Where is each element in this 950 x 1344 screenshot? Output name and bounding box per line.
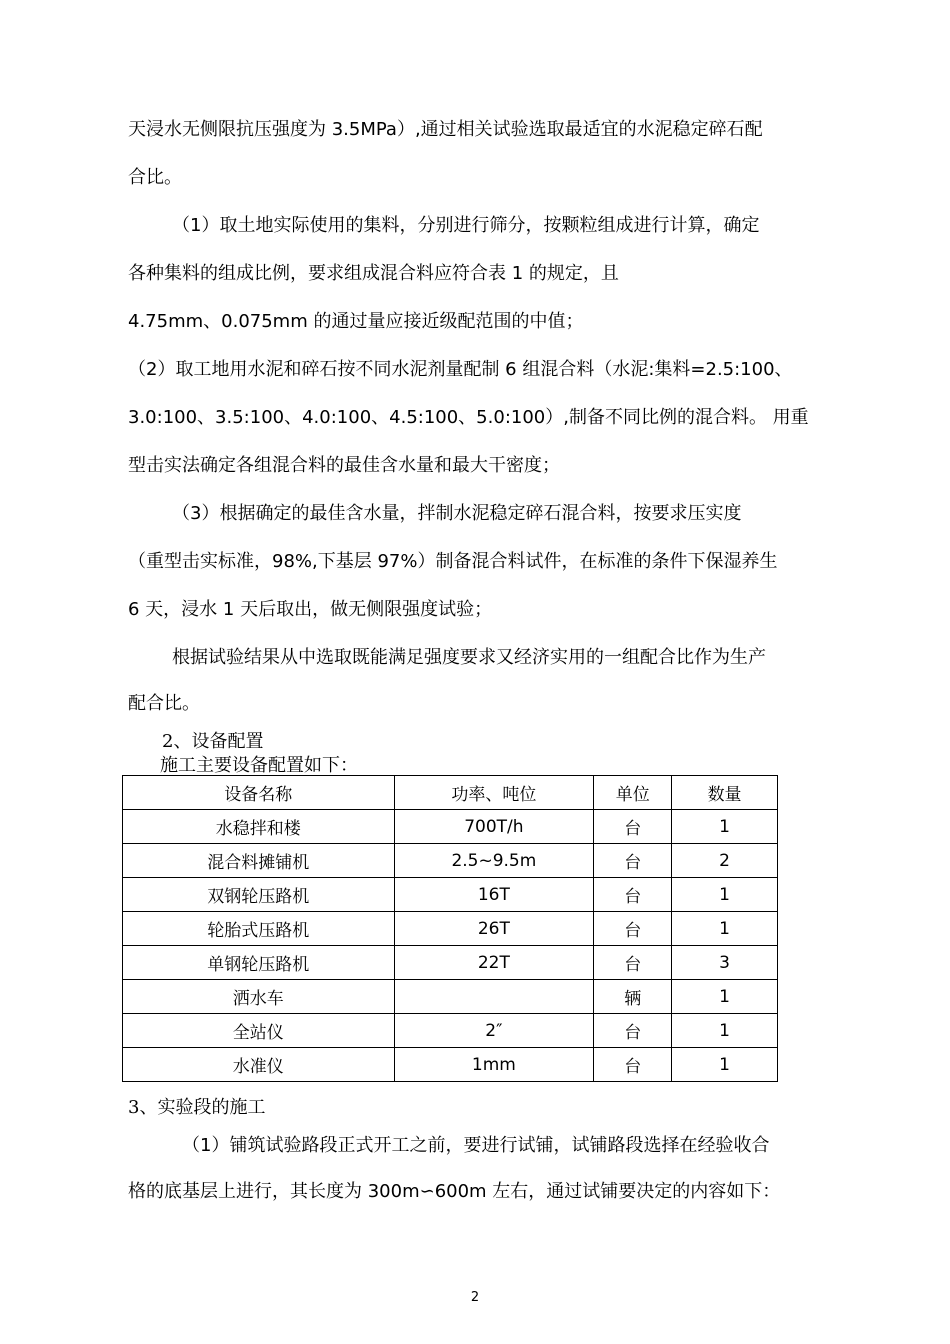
equipment-quantity: 1 xyxy=(672,1048,778,1082)
section-heading: 2、设备配置 xyxy=(162,731,264,752)
paragraph-line: （1）取土地实际使用的集料，分别进行筛分，按颗粒组成进行计算，确定 xyxy=(172,215,760,236)
table-row xyxy=(123,810,778,844)
paragraph-line: 型击实法确定各组混合料的最佳含水量和最大干密度； xyxy=(128,455,560,476)
equipment-quantity: 2 xyxy=(672,844,778,878)
paragraph-line: 3.0:100、3.5:100、4.0:100、4.5:100、5.0:100）,制备不同比例的混合料。 用重 xyxy=(128,407,809,428)
paragraph-line: 合比。 xyxy=(128,167,182,188)
paragraph-line: 4.75mm、0.075mm 的通过量应接近级配范围的中值； xyxy=(128,311,584,332)
table-row xyxy=(123,946,778,980)
paragraph-line: 各种集料的组成比例，要求组成混合料应符合表 1 的规定，且 xyxy=(128,263,619,284)
paragraph-line: （1）铺筑试验路段正式开工之前，要进行试铺，试铺路段选择在经验收合 xyxy=(182,1135,770,1156)
equipment-capacity: 2.5~9.5m xyxy=(394,844,594,878)
equipment-unit: 台 xyxy=(594,810,672,844)
paragraph-line: 根据试验结果从中选取既能满足强度要求又经济实用的一组配合比作为生产 xyxy=(172,647,766,668)
equipment-quantity: 1 xyxy=(672,912,778,946)
equipment-unit: 台 xyxy=(594,844,672,878)
equipment-quantity: 1 xyxy=(672,1014,778,1048)
equipment-unit: 台 xyxy=(594,1048,672,1082)
header-cell: 数量 xyxy=(672,776,778,810)
equipment-name: 混合料摊铺机 xyxy=(123,844,395,878)
equipment-name: 单钢轮压路机 xyxy=(123,946,395,980)
table-row xyxy=(123,980,778,1014)
section-heading: 3、实验段的施工 xyxy=(128,1097,266,1118)
equipment-name: 全站仪 xyxy=(123,1014,395,1048)
paragraph-line: 配合比。 xyxy=(128,693,200,714)
equipment-unit: 台 xyxy=(594,912,672,946)
equipment-name: 水准仪 xyxy=(123,1048,395,1082)
equipment-capacity: 1mm xyxy=(394,1048,594,1082)
equipment-unit: 台 xyxy=(594,946,672,980)
equipment-quantity: 1 xyxy=(672,810,778,844)
equipment-unit: 台 xyxy=(594,878,672,912)
equipment-capacity: 700T/h xyxy=(394,810,594,844)
table-row xyxy=(123,1048,778,1082)
header-cell: 功率、吨位 xyxy=(394,776,594,810)
table-row xyxy=(123,878,778,912)
paragraph-line: 格的底基层上进行，其长度为 300m∽600m 左右，通过试铺要决定的内容如下： xyxy=(128,1181,781,1202)
paragraph-line: （2）取工地用水泥和碎石按不同水泥剂量配制 6 组混合料（水泥:集料=2.5:100、 xyxy=(128,359,793,380)
section-intro: 施工主要设备配置如下： xyxy=(160,755,358,776)
header-cell: 设备名称 xyxy=(123,776,395,810)
paragraph-line: 天浸水无侧限抗压强度为 3.5MPa）,通过相关试验选取最适宜的水泥稳定碎石配 xyxy=(128,119,763,140)
table-row xyxy=(123,912,778,946)
equipment-unit: 台 xyxy=(594,1014,672,1048)
equipment-name: 双钢轮压路机 xyxy=(123,878,395,912)
equipment-name: 轮胎式压路机 xyxy=(123,912,395,946)
equipment-unit: 辆 xyxy=(594,980,672,1014)
equipment-name: 洒水车 xyxy=(123,980,395,1014)
table-row xyxy=(123,1014,778,1048)
equipment-name: 水稳拌和楼 xyxy=(123,810,395,844)
paragraph-line: （3）根据确定的最佳含水量，拌制水泥稳定碎石混合料，按要求压实度 xyxy=(172,503,742,524)
header-cell: 单位 xyxy=(594,776,672,810)
equipment-quantity: 1 xyxy=(672,980,778,1014)
equipment-capacity: 2″ xyxy=(394,1014,594,1048)
table-row xyxy=(123,844,778,878)
equipment-table xyxy=(122,775,778,1082)
table-header-row xyxy=(123,776,778,810)
equipment-capacity: 26T xyxy=(394,912,594,946)
equipment-quantity: 3 xyxy=(672,946,778,980)
equipment-capacity: 22T xyxy=(394,946,594,980)
paragraph-line: （重型击实标准，98%,下基层 97%）制备混合料试件，在标准的条件下保湿养生 xyxy=(128,551,778,572)
page-number: 2 xyxy=(470,1290,480,1305)
equipment-capacity xyxy=(394,980,594,1014)
equipment-capacity: 16T xyxy=(394,878,594,912)
paragraph-line: 6 天，浸水 1 天后取出，做无侧限强度试验； xyxy=(128,599,493,620)
equipment-quantity: 1 xyxy=(672,878,778,912)
